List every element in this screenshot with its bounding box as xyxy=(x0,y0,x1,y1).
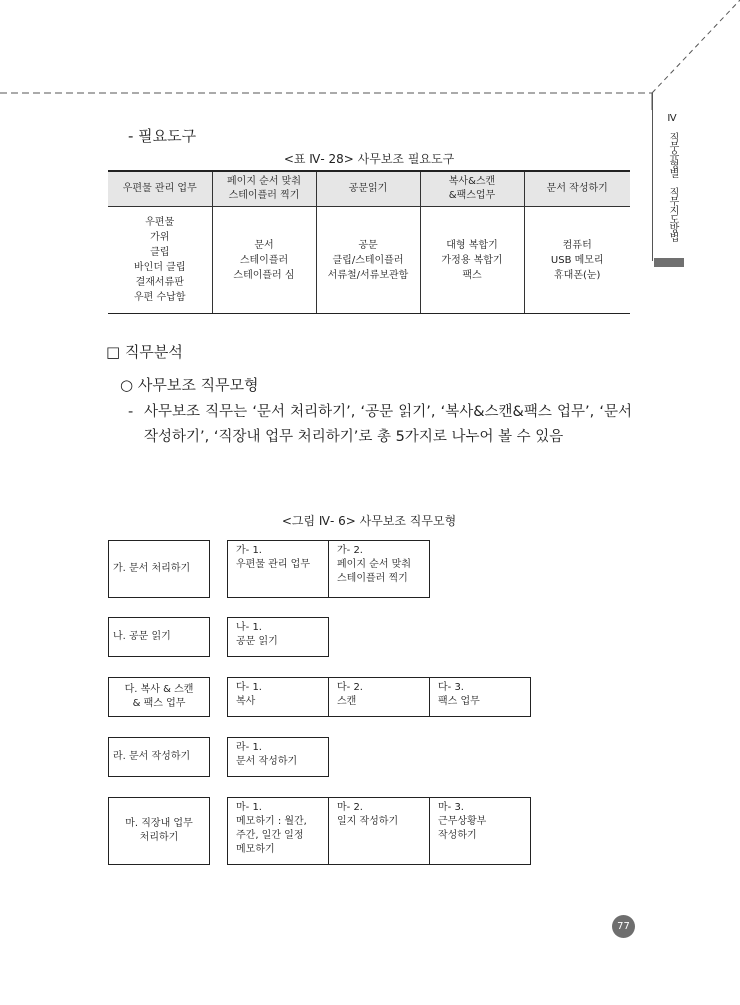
job-task-box xyxy=(227,677,329,717)
job-task-box xyxy=(227,617,329,657)
table-header-cell: 복사&스캔 &팩스업무 xyxy=(420,171,524,207)
job-task-label: 마- 3. 근무상황부 작성하기 xyxy=(438,802,487,841)
table-header-cell: 우편물 관리 업무 xyxy=(108,171,212,207)
dash-marker: - xyxy=(128,404,134,420)
job-task-box xyxy=(227,797,329,865)
chapter-marker-bar xyxy=(654,258,684,267)
table-cell: 컴퓨터 USB 메모리 휴대폰(눈) xyxy=(524,207,630,314)
job-category-label: 라. 문서 작성하기 xyxy=(113,751,191,762)
job-category-box xyxy=(108,617,210,657)
chapter-number: Ⅳ xyxy=(667,113,677,124)
job-task-label: 다- 1. 복사 xyxy=(236,682,262,707)
job-category-box xyxy=(108,677,210,717)
table-header-row xyxy=(108,171,630,207)
table-cell: 우편물 가위 클립 바인더 클립 결재서류판 우편 수납함 xyxy=(108,207,212,314)
table-header-cell: 공문읽기 xyxy=(316,171,420,207)
job-category-label: 다. 복사 & 스캔 & 팩스 업무 xyxy=(124,684,194,709)
job-task-label: 다- 2. 스캔 xyxy=(337,682,363,707)
job-task-label: 가- 1. 우편물 관리 업무 xyxy=(236,545,310,570)
job-category-label: 가. 문서 처리하기 xyxy=(113,563,191,574)
job-task-label: 라- 1. 문서 작성하기 xyxy=(236,742,298,767)
figure-caption: <그림 Ⅳ- 6> 사무보조 직무모형 xyxy=(281,514,457,528)
table-cell: 문서 스테이플러 스테이플러 심 xyxy=(212,207,316,314)
job-task-box xyxy=(429,797,531,865)
job-task-box xyxy=(328,677,430,717)
chapter-side-tab xyxy=(660,113,684,244)
section-title-tools: - 필요도구 xyxy=(128,127,197,145)
side-rule xyxy=(652,93,653,261)
job-task-box xyxy=(227,737,329,777)
job-task-label: 다- 3. 팩스 업무 xyxy=(438,682,480,707)
job-task-label: 가- 2. 페이지 순서 맞춰 스테이플러 찍기 xyxy=(337,545,411,584)
job-model-description xyxy=(128,400,632,450)
job-task-label: 마- 1. 메모하기 : 월간, 주간, 일간 일정 메모하기 xyxy=(236,802,307,855)
job-model-subtitle: ○ 사무보조 직무모형 xyxy=(120,376,259,394)
job-category-box xyxy=(108,797,210,865)
job-task-box xyxy=(227,540,329,598)
table-header-cell: 페이지 순서 맞춰 스테이플러 찍기 xyxy=(212,171,316,207)
page-number: 77 xyxy=(612,915,635,938)
job-task-label: 나- 1. 공문 읽기 xyxy=(236,622,278,647)
tools-table xyxy=(108,170,630,314)
header-dashed-border xyxy=(0,0,740,110)
table-cell: 대형 복합기 가정용 복합기 팩스 xyxy=(420,207,524,314)
chapter-title: 직무유형별 직무지도방법 xyxy=(667,132,678,241)
job-model-text: 사무보조 직무는 ‘문서 처리하기’, ‘공문 읽기’, ‘복사&스캔&팩스 업무’, ‘문서 작성하기’, ‘직장내 업무 처리하기’로 총 5가지로 나누어 볼 수 있음 xyxy=(144,404,632,445)
job-task-box xyxy=(429,677,531,717)
job-category-box xyxy=(108,540,210,598)
job-category-label: 마. 직장내 업무 처리하기 xyxy=(125,818,193,843)
job-task-label: 마- 2. 일지 작성하기 xyxy=(337,802,399,827)
table-header-cell: 문서 작성하기 xyxy=(524,171,630,207)
job-task-box xyxy=(328,797,430,865)
job-category-label: 나. 공문 읽기 xyxy=(113,631,171,642)
table-body-row xyxy=(108,207,630,314)
job-task-box xyxy=(328,540,430,598)
table-caption: <표 Ⅳ- 28> 사무보조 필요도구 xyxy=(283,152,455,166)
job-analysis-title: □ 직무분석 xyxy=(106,343,183,361)
table-cell: 공문 클립/스테이플러 서류철/서류보관함 xyxy=(316,207,420,314)
job-category-box xyxy=(108,737,210,777)
